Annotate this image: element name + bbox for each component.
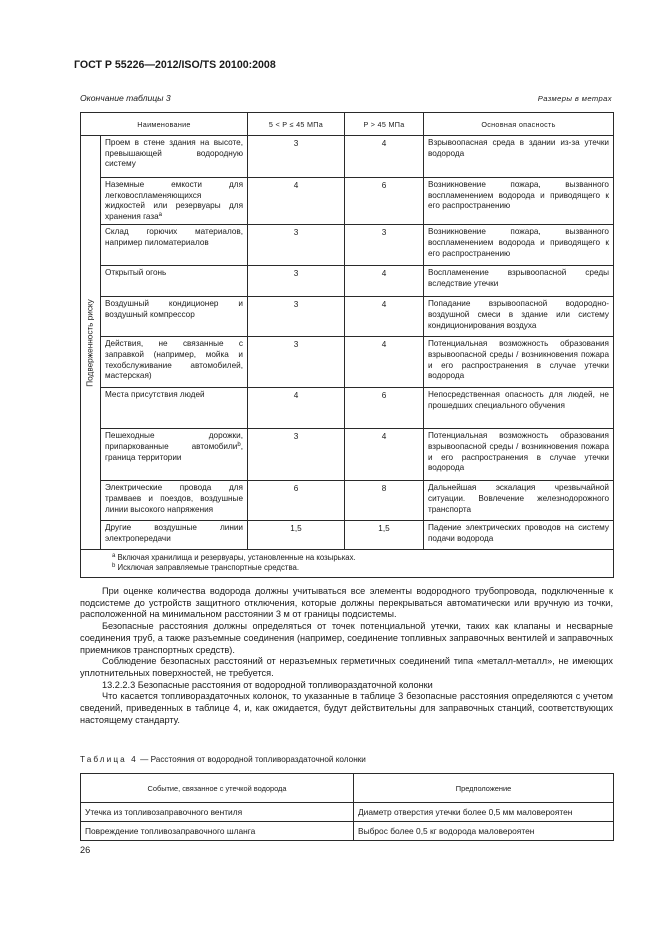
group-label: Подверженность риску — [85, 298, 95, 387]
row-high-pressure-value: 8 — [345, 481, 424, 521]
table-row — [81, 337, 614, 388]
page-number: 26 — [80, 845, 91, 855]
table-row — [81, 521, 614, 550]
row-danger: Взрывоопасная среда в здании из-за утечки водорода — [424, 136, 614, 178]
row-low-pressure-value: 4 — [248, 388, 345, 429]
row-high-pressure-value: 4 — [345, 337, 424, 388]
row-danger: Непосредственная опасность для людей, не прошедших специального обучения — [424, 388, 614, 429]
row-danger: Потенциальная возможность образования взрывоопасной среды / возникновения пожара и его распространения в случае утечки водорода — [424, 429, 614, 481]
paragraph: Что касается топливораздаточных колонок, то указанные в таблице 3 безопасные расстояния определяются с учетом сведений, приведенных в таблице 4, и, как ожидается, будут действительны для заправочных станций, соответствующих настоящему стандарту. — [80, 691, 613, 725]
table3-continuation-caption: Окончание таблицы 3 — [80, 93, 171, 103]
row-high-pressure-value: 4 — [345, 266, 424, 297]
table4-col-assumption: Предположение — [354, 774, 614, 803]
row-assumption: Выброс более 0,5 кг водорода маловероятен — [354, 822, 614, 841]
table3-col-name: Наименование — [81, 113, 248, 136]
row-name: Места присутствия людей — [101, 388, 248, 429]
row-name: Наземные емкости для легковоспламеняющихся жидкостей или резервуары для хранения газа$^a$ — [101, 178, 248, 225]
row-high-pressure-value: 4 — [345, 136, 424, 178]
row-low-pressure-value: 6 — [248, 481, 345, 521]
table-4 — [80, 773, 614, 841]
footnote-b: $^b$ Исключая заправляемые транспортные средства. — [112, 563, 299, 573]
table3-col-low-pressure: 5 < P ≤ 45 МПа — [248, 113, 345, 136]
table3-footnotes — [81, 550, 614, 578]
row-low-pressure-value: 1,5 — [248, 521, 345, 550]
table4-label: Таблица 4 — [80, 755, 138, 764]
row-danger: Потенциальная возможность образования взрывоопасной среды / возникновения пожара и его распространения в случае утечки водорода — [424, 337, 614, 388]
row-low-pressure-value: 4 — [248, 178, 345, 225]
paragraph: При оценке количества водорода должны учитываться все элементы водородного трубопровода, подключенные к подсистеме до устройств защитного отключения, которые должны перекрываться автоматически или вручную из точки, расположенной на минимальном расстоянии 3 м от границы подсистемы. — [80, 586, 613, 620]
group-label-cell — [81, 136, 101, 550]
row-danger: Возникновение пожара, вызванного воспламенением водорода и приводящего к его распространению — [424, 225, 614, 266]
table-row — [81, 429, 614, 481]
table-row — [81, 297, 614, 337]
table-3 — [80, 112, 614, 578]
row-low-pressure-value: 3 — [248, 297, 345, 337]
row-danger: Попадание взрывоопасной водородно-воздушной смеси в здание или систему кондиционирования воздуха — [424, 297, 614, 337]
row-low-pressure-value: 3 — [248, 429, 345, 481]
table4-title: Расстояния от водородной топливораздаточной колонки — [150, 755, 366, 764]
table3-header-row — [81, 113, 614, 136]
row-name: Электрические провода для трамваев и поездов, воздушные линии высокого напряжения — [101, 481, 248, 521]
row-danger: Дальнейшая эскалация чрезвычайной ситуации. Вовлечение железнодорожного транспорта — [424, 481, 614, 521]
row-danger: Воспламенение взрывоопасной среды вследствие утечки — [424, 266, 614, 297]
table3-footnotes-row — [81, 550, 614, 578]
row-high-pressure-value: 6 — [345, 388, 424, 429]
table-row — [81, 136, 614, 178]
table3-units-note: Размеры в метрах — [537, 94, 612, 103]
row-name: Воздушный кондиционер и воздушный компрессор — [101, 297, 248, 337]
row-low-pressure-value: 3 — [248, 337, 345, 388]
table4-caption: Таблица 4 — Расстояния от водородной топливораздаточной колонки — [80, 755, 366, 764]
row-name: Открытый огонь — [101, 266, 248, 297]
row-assumption: Диаметр отверстия утечки более 0,5 мм маловероятен — [354, 803, 614, 822]
row-high-pressure-value: 4 — [345, 429, 424, 481]
row-high-pressure-value: 4 — [345, 297, 424, 337]
section-heading: 13.2.2.3 Безопасные расстояния от водородной топливораздаточной колонки — [102, 679, 433, 690]
document-header: ГОСТ Р 55226—2012/ISO/TS 20100:2008 — [74, 59, 276, 71]
table-row — [81, 822, 614, 841]
table3-col-danger: Основная опасность — [424, 113, 614, 136]
row-name: Другие воздушные линии электропередачи — [101, 521, 248, 550]
row-danger: Падение электрических проводов на систему подачи водорода — [424, 521, 614, 550]
row-high-pressure-value: 6 — [345, 178, 424, 225]
body-text — [80, 586, 613, 726]
row-danger: Возникновение пожара, вызванного воспламенением водорода и приводящего к его распространению — [424, 178, 614, 225]
paragraph: Соблюдение безопасных расстояний от неразъемных герметичных соединений типа «металл-металл», не имеющих уплотнительных поверхностей, не требуется. — [80, 656, 613, 678]
row-name: Пешеходные дорожки, припаркованные автомобили$^b$, граница территории — [101, 429, 248, 481]
row-name: Проем в стене здания на высоте, превышающей водородную систему — [101, 136, 248, 178]
row-event: Утечка из топливозаправочного вентиля — [81, 803, 354, 822]
footnote-ref: b — [237, 441, 241, 448]
row-high-pressure-value: 1,5 — [345, 521, 424, 550]
table4-col-event: Событие, связанное с утечкой водорода — [81, 774, 354, 803]
row-low-pressure-value: 3 — [248, 225, 345, 266]
table-row — [81, 803, 614, 822]
row-event: Повреждение топливозаправочного шланга — [81, 822, 354, 841]
table-row — [81, 266, 614, 297]
table-row — [81, 388, 614, 429]
row-low-pressure-value: 3 — [248, 266, 345, 297]
table-row — [81, 225, 614, 266]
row-low-pressure-value: 3 — [248, 136, 345, 178]
row-name: Склад горючих материалов, например пиломатериалов — [101, 225, 248, 266]
row-name: Действия, не связанные с заправкой (например, мойка и техобслуживание автомобилей, мастерская) — [101, 337, 248, 388]
row-high-pressure-value: 3 — [345, 225, 424, 266]
paragraph: Безопасные расстояния должны определяться от точек потенциальной утечки, таких как клапаны и несварные соединения труб, а также разъемные соединения (например, соединение топливных заправочных вентилей и заправочных приемников транспортных средств). — [80, 621, 613, 655]
table-row — [81, 178, 614, 225]
table-row — [81, 481, 614, 521]
table4-header-row — [81, 774, 614, 803]
footnote-a: $^a$ Включая хранилища и резервуары, установленные на козырьках. — [112, 553, 356, 563]
table3-col-high-pressure: P > 45 МПа — [345, 113, 424, 136]
footnote-ref: a — [158, 211, 162, 218]
